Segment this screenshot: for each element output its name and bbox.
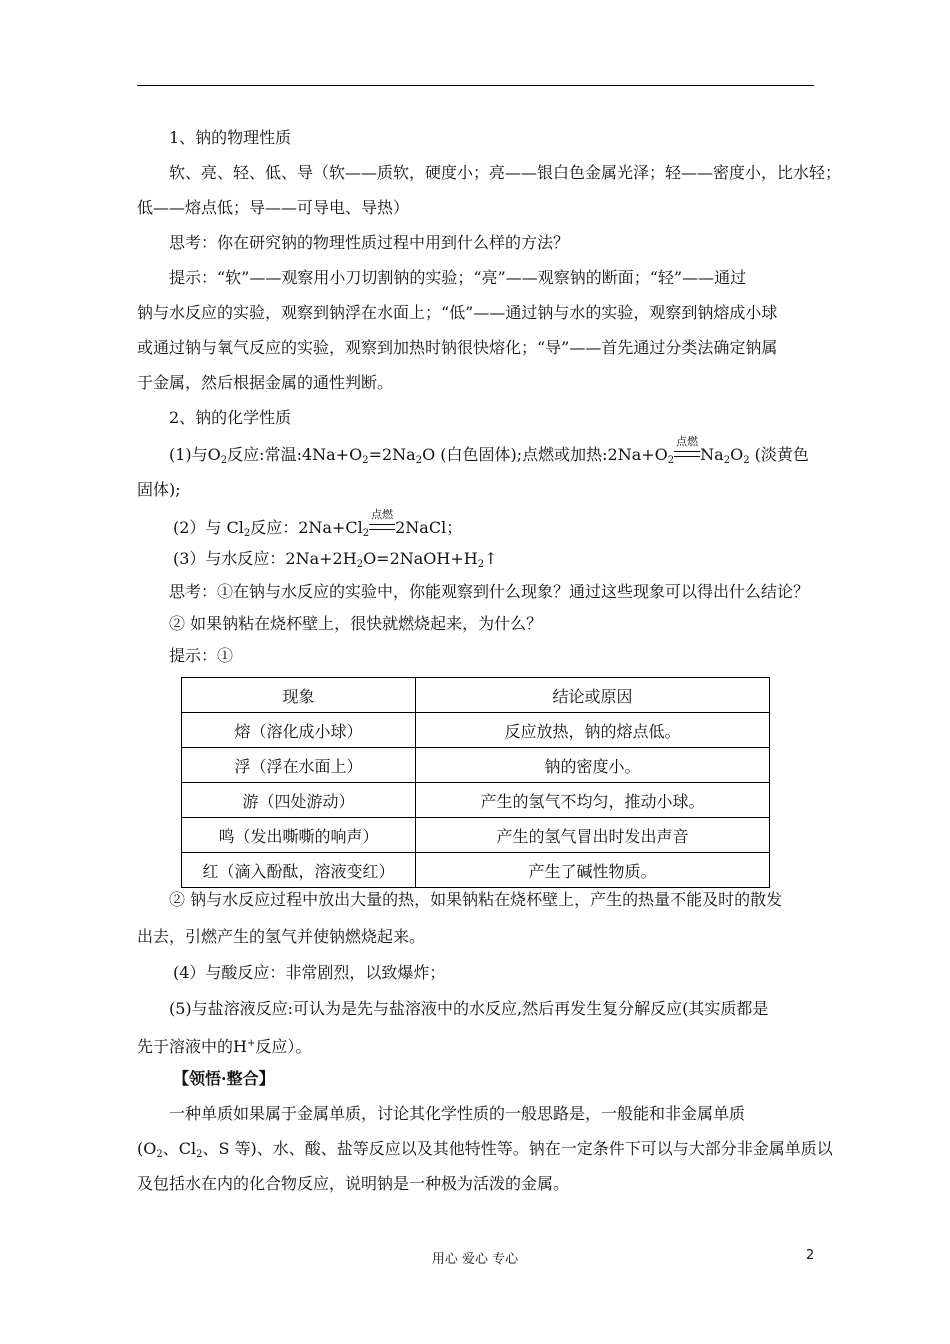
phenomena-table xyxy=(181,677,770,888)
table-cell: 钠的密度小。 xyxy=(416,748,770,783)
table-cell: 产生的氢气冒出时发出声音 xyxy=(416,818,770,853)
reaction-5-line1: (5)与盐溶液反应:可认为是先与盐溶液中的水反应,然后再发生复分解反应(其实质都是 xyxy=(169,999,769,1018)
table-cell: 鸣（发出嘶嘶的响声） xyxy=(182,818,416,853)
section-title-physical: 1、钠的物理性质 xyxy=(169,128,292,147)
hint-1-line2: 钠与水反应的实验，观察到钠浮在水面上；“低”——通过钠与水的实验，观察到钠熔成小球 xyxy=(137,303,778,322)
section-title-chemical: 2、钠的化学性质 xyxy=(169,408,292,427)
summary-line2: ($O_2$、$Cl_2$、S 等)、水、酸、盐等反应以及其他特性等。钠在一定条件下可以与大部分非金属单质以 xyxy=(137,1139,833,1160)
table-cell: 产生的氢气不均匀，推动小球。 xyxy=(416,783,770,818)
table-header: 结论或原因 xyxy=(416,678,770,713)
footer-motto: 用心 爱心 专心 xyxy=(431,1252,519,1267)
answer-2-line2: 出去，引燃产生的氢气并使钠燃烧起来。 xyxy=(137,927,426,946)
table-row xyxy=(182,783,770,818)
table-cell: 红（滴入酚酞，溶液变红） xyxy=(182,853,416,888)
reaction-4: (4）与酸反应：非常剧烈，以致爆炸； xyxy=(173,963,446,982)
summary-line1: 一种单质如果属于金属单质，讨论其化学性质的一般思路是，一般能和非金属单质 xyxy=(169,1104,746,1123)
hint-1-line4: 于金属，然后根据金属的通性判断。 xyxy=(137,373,394,392)
reaction-condition: 点燃 xyxy=(369,518,395,538)
paragraph-physical-line2: 低——熔点低；导——可导电、导热） xyxy=(137,198,410,217)
hint-2-label: 提示：① xyxy=(169,646,234,665)
think-question-2-line2: ② 如果钠粘在烧杯壁上，很快就燃烧起来，为什么？ xyxy=(169,614,543,633)
table-cell: 浮（浮在水面上） xyxy=(182,748,416,783)
table-row xyxy=(182,818,770,853)
summary-line3: 及包括水在内的化合物反应，说明钠是一种极为活泼的金属。 xyxy=(137,1174,570,1193)
reaction-1-line2: 固体); xyxy=(137,480,181,499)
table-cell: 游（四处游动） xyxy=(182,783,416,818)
answer-2-line1: ② 钠与水反应过程中放出大量的热，如果钠粘在烧杯壁上，产生的热量不能及时的散发 xyxy=(169,890,783,909)
page-number: 2 xyxy=(806,1248,815,1263)
table-row xyxy=(182,853,770,888)
reaction-5-line2: 先于溶液中的H+反应）。 xyxy=(137,1037,312,1056)
hint-1-line1: 提示：“软”——观察用小刀切割钠的实验；“亮”——观察钠的断面；“轻”——通过 xyxy=(169,268,747,287)
reaction-3: (3）与水反应：$2Na+2H_2O=2NaOH+H_2↑$ xyxy=(173,549,498,570)
reaction-condition: 点燃 xyxy=(674,445,700,465)
think-question-2-line1: 思考：①在钠与水反应的实验中，你能观察到什么现象？通过这些现象可以得出什么结论？ xyxy=(169,582,810,601)
table-cell: 熔（溶化成小球） xyxy=(182,713,416,748)
table-row xyxy=(182,713,770,748)
table-header-row xyxy=(182,678,770,713)
table-row xyxy=(182,748,770,783)
summary-title: 【领悟·整合】 xyxy=(173,1069,275,1088)
table-cell: 反应放热，钠的熔点低。 xyxy=(416,713,770,748)
paragraph-physical-line1: 软、亮、轻、低、导（软——质软，硬度小；亮——银白色金属光泽；轻——密度小，比水轻； xyxy=(169,163,842,182)
reaction-2: (2）与 $Cl_2$反应：$2Na+Cl_2$ 点燃 2NaCl； xyxy=(173,508,463,539)
table-header: 现象 xyxy=(182,678,416,713)
reaction-1-line1: (1)与$O_2$反应:常温$:4Na+O_2=2Na_2O$ (白色固体);点燃或加热$:2Na+O_2$ 点燃 $Na_2O_2$ (淡黄色 xyxy=(169,435,809,466)
hint-1-line3: 或通过钠与氧气反应的实验，观察到加热时钠很快熔化；“导”——首先通过分类法确定钠属 xyxy=(137,338,778,357)
header-rule xyxy=(137,85,814,86)
think-question-1: 思考：你在研究钠的物理性质过程中用到什么样的方法？ xyxy=(169,233,570,252)
table-cell: 产生了碱性物质。 xyxy=(416,853,770,888)
